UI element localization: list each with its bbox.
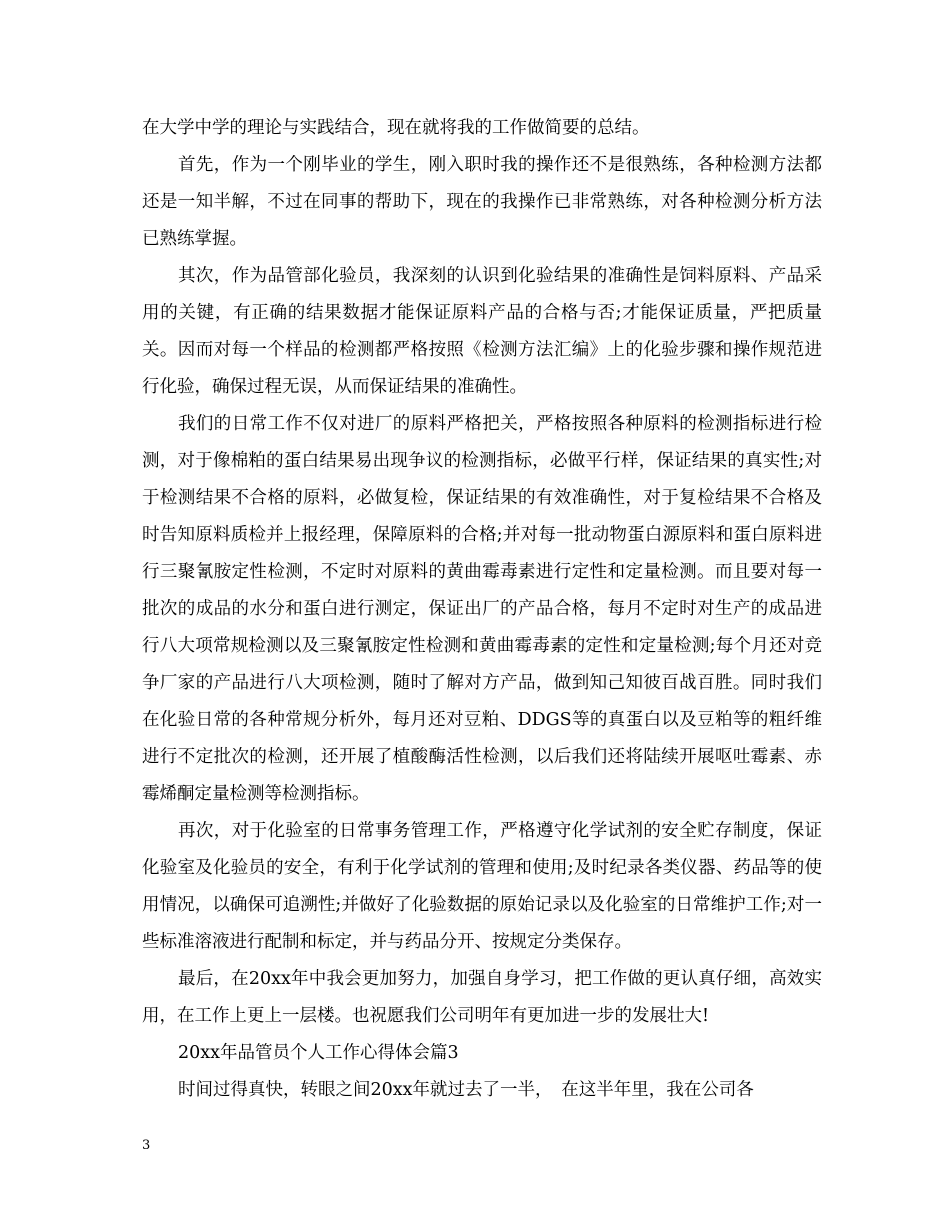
page-number: 3 — [142, 1138, 151, 1153]
paragraph-2: 首先，作为一个刚毕业的学生，刚入职时我的操作还不是很熟练，各种检测方法都还是一知半解，不过在同事的帮助下，现在的我操作已非常熟练，对各种检测分析方法已熟练掌握。 — [142, 155, 822, 249]
paragraph-3: 其次，作为品管部化验员，我深刻的认识到化验结果的准确性是饲料原料、产品采用的关键，有正确的结果数据才能保证原料产品的合格与否;才能保证质量，严把质量关。因而对每一个样品的检测都严格按照《检测方法汇编》上的化验步骤和操作规范进行化验，确保过程无误，从而保证结果的准确性。 — [142, 266, 822, 397]
paragraph-4: 我们的日常工作不仅对进厂的原料严格把关，严格按照各种原料的检测指标进行检测，对于像棉粕的蛋白结果易出现争议的检测指标，必做平行样，保证结果的真实性;对于检测结果不合格的原料，必做复检，保证结果的有效准确性，对于复检结果不合格及时告知原料质检并上报经理，保障原料的合格;并对每一批动物蛋白源原料和蛋白原料进行三聚氰胺定性检测，不定时对原料的黄曲霉毒素进行定性和定量检测。而且要对每一批次的成品的水分和蛋白进行测定，保证出厂的产品合格，每月不定时对生产的成品进行八大项常规检测以及三聚氰胺定性检测和黄曲霉毒素的定性和定量检测;每个月还对竞争厂家的产品进行八大项检测，随时了解对方产品，做到知己知彼百战百胜。同时我们在化验日常的各种常规分析外，每月还对豆粕、DDGS等的真蛋白以及豆粕等的粗纤维进行不定批次的检测，还开展了植酸酶活性检测，以后我们还将陆续开展呕吐霉素、赤霉烯酮定量检测等检测指标。 — [142, 414, 822, 804]
closing-paragraph: 时间过得真快，转眼之间20xx年就过去了一半， 在这半年里，我在公司各 — [178, 1080, 754, 1100]
document-body — [142, 110, 822, 1109]
paragraph-5: 再次，对于化验室的日常事务管理工作，严格遵守化学试剂的安全贮存制度，保证化验室及化验员的安全，有利于化学试剂的管理和使用;及时纪录各类仪器、药品等的使用情况，以确保可追溯性;并做好了化验数据的原始记录以及化验室的日常维护工作;对一些标准溶液进行配制和标定，并与药品分开、按规定分类保存。 — [142, 821, 822, 952]
paragraph-1: 在大学中学的理论与实践结合，现在就将我的工作做简要的总结。 — [142, 118, 650, 138]
section-heading: 20xx年品管员个人工作心得体会篇3 — [178, 1043, 459, 1063]
paragraph-6: 最后，在20xx年中我会更加努力，加强自身学习，把工作做的更认真仔细，高效实用，在工作上更上一层楼。也祝愿我们公司明年有更加进一步的发展壮大! — [142, 969, 822, 1026]
